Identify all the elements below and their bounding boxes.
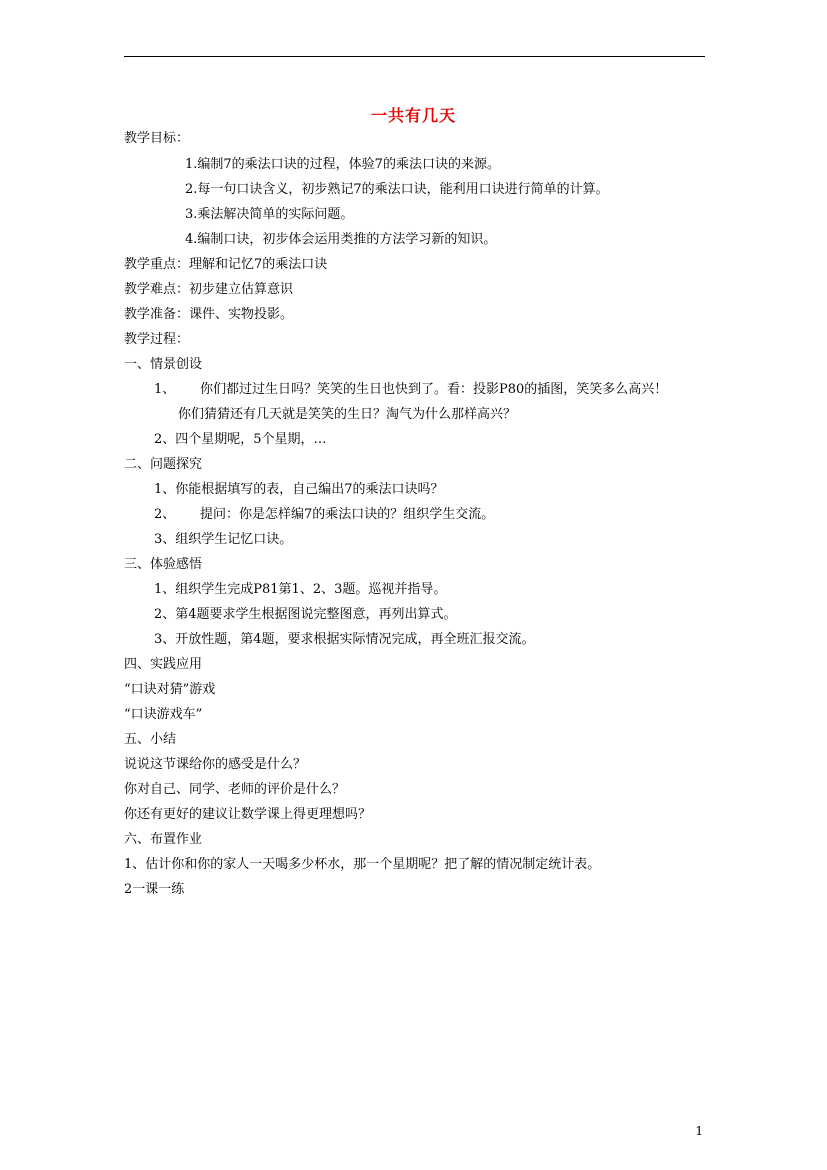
section5-question-1: 说说这节课给你的感受是什么？ (124, 757, 307, 772)
difficulty: 教学难点：初步建立估算意识 (124, 282, 294, 297)
objective-item-3: 3.乘法解决简单的实际问题。 (185, 207, 354, 222)
section1-item-1-continuation: 你们猜猜还有几天就是笑笑的生日？淘气为什么那样高兴？ (178, 407, 517, 422)
section3-item-3: 3、开放性题，第4题，要求根据实际情况完成，再全班汇报交流。 (154, 632, 535, 647)
section-heading-4: 四、实践应用 (124, 657, 203, 672)
section5-question-2: 你对自己、同学、老师的评价是什么？ (124, 782, 346, 797)
section3-item-2: 2、第4题要求学生根据图说完整图意，再列出算式。 (154, 607, 457, 622)
process-label: 教学过程： (124, 332, 190, 347)
section2-item-2-text: 提问：你是怎样编7的乘法口诀的？组织学生交流。 (200, 507, 495, 522)
preparation: 教学准备：课件、实物投影。 (124, 307, 294, 322)
section5-question-3: 你还有更好的建议让数学课上得更理想吗？ (124, 807, 372, 822)
section4-game-1: “口诀对猜”游戏 (124, 682, 216, 697)
section6-item-1: 1、估计你和你的家人一天喝多少杯水，那一个星期呢？把了解的情况制定统计表。 (124, 857, 601, 872)
objective-item-4: 4.编制口诀，初步体会运用类推的方法学习新的知识。 (185, 232, 497, 247)
section-heading-6: 六、布置作业 (124, 832, 203, 847)
objectives-label: 教学目标： (124, 131, 190, 146)
section3-item-1: 1、组织学生完成P81第1、2、3题。巡视并指导。 (154, 582, 447, 597)
objective-item-2: 2.每一句口诀含义，初步熟记7的乘法口诀，能利用口诀进行简单的计算。 (185, 182, 609, 197)
section6-item-2: 2一课一练 (124, 882, 185, 897)
section1-item-2: 2、四个星期呢，5个星期，… (154, 432, 327, 447)
header-rule (124, 56, 705, 57)
section1-item-1-text: 你们都过过生日吗？笑笑的生日也快到了。看：投影P80的插图，笑笑多么高兴！ (200, 382, 668, 397)
section2-item-3: 3、组织学生记忆口诀。 (154, 532, 293, 547)
section-heading-1: 一、情景创设 (124, 357, 203, 372)
section-heading-2: 二、问题探究 (124, 457, 203, 472)
section1-item-1 (154, 382, 667, 398)
section2-item-1: 1、你能根据填写的表，自己编出7的乘法口诀吗？ (154, 482, 444, 497)
section2-item-2 (154, 507, 494, 523)
document-title: 一共有几天 (370, 106, 456, 125)
section2-item-2-number: 2、 (154, 507, 176, 522)
section-heading-3: 三、体验感悟 (124, 557, 203, 572)
section1-item-1-number: 1、 (154, 382, 176, 397)
section4-game-2: “口诀游戏车” (124, 707, 203, 722)
key-point: 教学重点：理解和记忆7的乘法口诀 (124, 257, 328, 272)
page-number: 1 (695, 1124, 703, 1138)
section-heading-5: 五、小结 (124, 732, 177, 747)
objective-item-1: 1.编制7的乘法口诀的过程，体验7的乘法口诀的来源。 (185, 157, 500, 172)
